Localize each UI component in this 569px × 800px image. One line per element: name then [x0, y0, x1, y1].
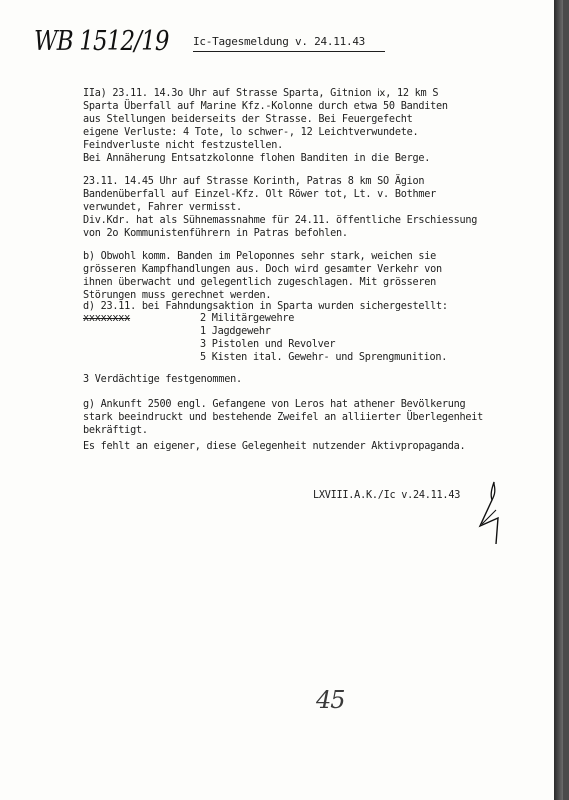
text-line: 3 Verdächtige festgenommen. [83, 374, 242, 385]
text-line: b) Obwohl komm. Banden im Peloponnes sehr stark, weichen sie [83, 251, 437, 262]
header-underline [193, 51, 385, 52]
footer-reference: LXVIII.A.K./Ic v.24.11.43 [313, 490, 461, 501]
archive-number: WB 1512/19 [34, 26, 169, 57]
header-title: Ic-Tagesmeldung v. 24.11.43 [193, 35, 366, 48]
text-line: Div.Kdr. hat als Sühnemassnahme für 24.11. öffentliche Erschiessung [83, 215, 478, 226]
text-line: eigene Verluste: 4 Tote, lo schwer-, 12 Leichtverwundete. [83, 127, 419, 138]
text-line: verwundet, Fahrer vermisst. [83, 202, 242, 213]
struck-text: xxxxxxxx [83, 313, 131, 324]
text-line: 23.11. 14.45 Uhr auf Strasse Korinth, Patras 8 km SO Ägion [83, 176, 425, 187]
text-line: Es fehlt an eigener, diese Gelegenheit nutzender Aktivpropaganda. [83, 441, 466, 452]
text-line: Bandenüberfall auf Einzel-Kfz. Olt Röwer tot, Lt. v. Bothmer [83, 189, 437, 200]
seized-item: 5 Kisten ital. Gewehr- und Sprengmunition. [200, 352, 448, 363]
text-line: Sparta Überfall auf Marine Kfz.-Kolonne durch etwa 50 Banditen [83, 101, 448, 112]
seized-item: 2 Militärgewehre [200, 313, 295, 324]
text-line: grösseren Kampfhandlungen aus. Doch wird gesamter Verkehr von [83, 264, 442, 275]
text-line: bekräftigt. [83, 425, 148, 436]
text-line: ihnen überwacht und gelegentlich zugeschlagen. Mit grösseren [83, 277, 437, 288]
text-line: Störungen muss gerechnet werden. [83, 290, 272, 301]
signature-mark [472, 478, 512, 548]
page-number: 45 [316, 686, 345, 714]
scan-edge [554, 0, 563, 800]
text-line: g) Ankunft 2500 engl. Gefangene von Leros hat athener Bevölkerung [83, 399, 466, 410]
text-line: aus Stellungen beiderseits der Strasse. Bei Feuergefecht [83, 114, 413, 125]
text-line: stark beeindruckt und bestehende Zweifel an alliierter Überlegenheit [83, 412, 484, 423]
seized-item: 3 Pistolen und Revolver [200, 339, 336, 350]
text-line: Feindverluste nicht festzustellen. [83, 140, 284, 151]
seized-item: 1 Jagdgewehr [200, 326, 271, 337]
text-line: IIa) 23.11. 14.3o Uhr auf Strasse Sparta, Gitnion ⅸ, 12 km S [83, 88, 439, 99]
text-line: Bei Annäherung Entsatzkolonne flohen Banditen in die Berge. [83, 153, 431, 164]
text-line: von 2o Kommunistenführern in Patras befohlen. [83, 228, 348, 239]
text-line: d) 23.11. bei Fahndungsaktion in Sparta wurden sichergestellt: [83, 301, 448, 312]
